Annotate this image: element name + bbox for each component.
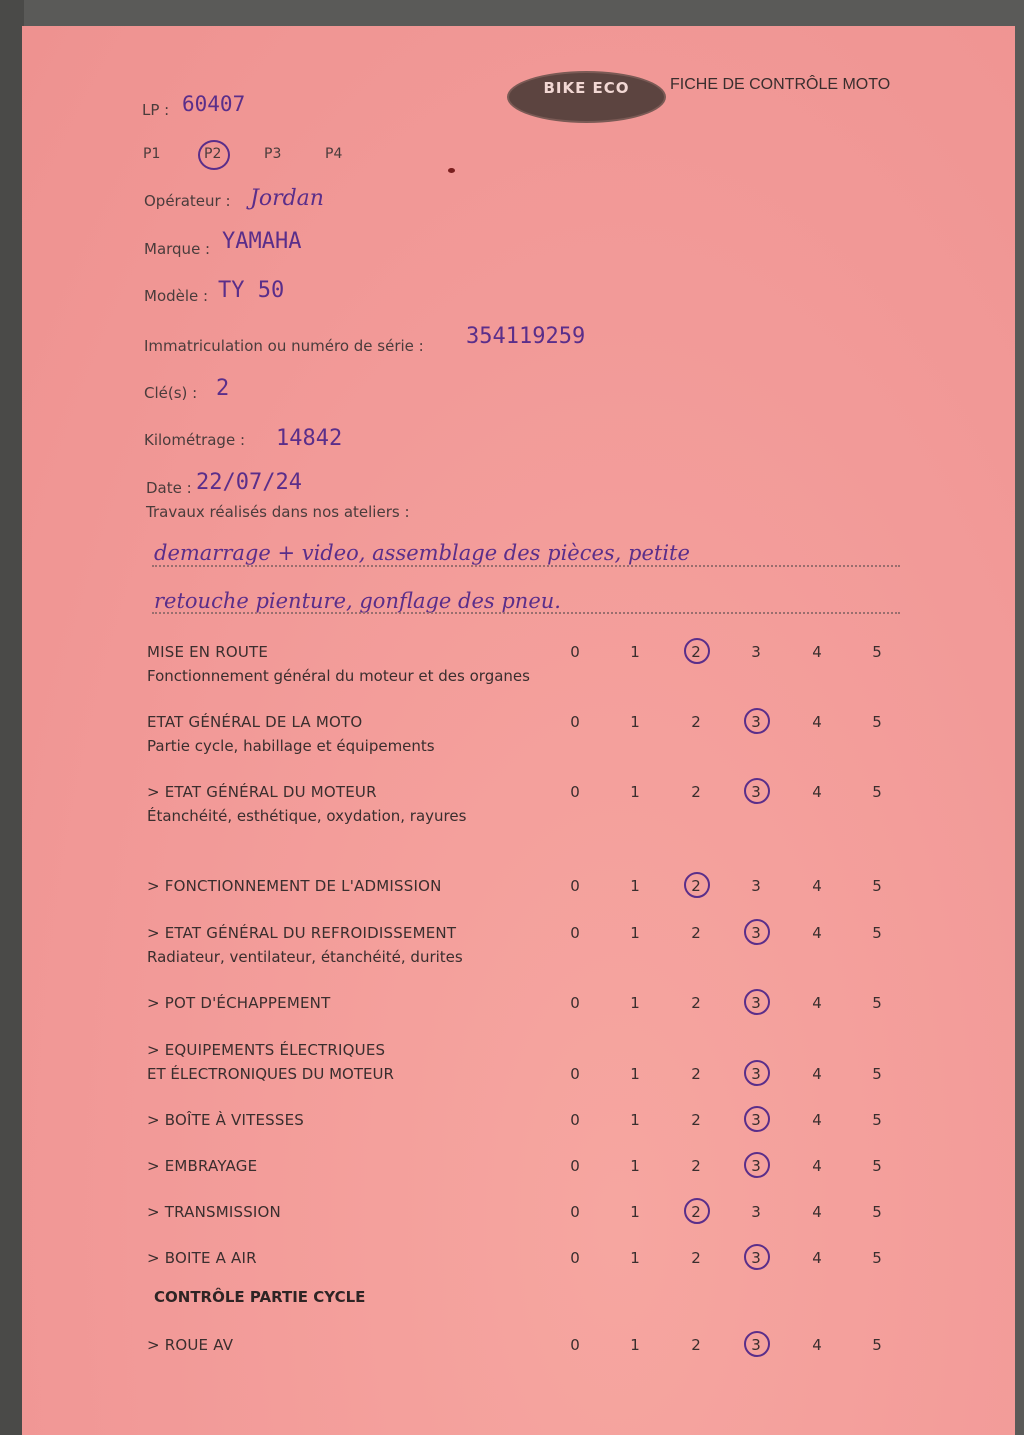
work-dotted-line-1	[152, 565, 900, 567]
criterion-row-1-score-3[interactable]: 3	[751, 643, 761, 661]
criterion-row-6-score-1[interactable]: 1	[630, 994, 640, 1012]
keys-label: Clé(s) :	[144, 384, 198, 402]
lp-label: LP :	[142, 101, 170, 119]
criterion-row-10-score-2-selected[interactable]: 2	[681, 1203, 711, 1221]
criterion-row-9-score-2[interactable]: 2	[691, 1157, 701, 1175]
priority-p4: P4	[325, 146, 343, 162]
keys-value: 2	[216, 376, 230, 401]
section-row-1-score-1[interactable]: 1	[630, 1336, 640, 1354]
ink-spot	[448, 168, 455, 173]
criterion-row-9-title: > EMBRAYAGE	[147, 1157, 258, 1175]
criterion-row-5-title: > ETAT GÉNÉRAL DU REFROIDISSEMENT	[147, 924, 457, 942]
criterion-row-3-score-3-selected[interactable]: 3	[741, 783, 771, 801]
criterion-row-7-score-0[interactable]: 0	[570, 1065, 580, 1083]
operator-value: Jordan	[250, 186, 324, 211]
criterion-row-11-score-1[interactable]: 1	[630, 1249, 640, 1267]
criterion-row-1-score-1[interactable]: 1	[630, 643, 640, 661]
criterion-row-4-score-3[interactable]: 3	[751, 877, 761, 895]
criterion-row-10-score-4[interactable]: 4	[812, 1203, 822, 1221]
criterion-row-2-score-0[interactable]: 0	[570, 713, 580, 731]
criterion-row-2-subtitle: Partie cycle, habillage et équipements	[147, 737, 435, 755]
criterion-row-5-score-1[interactable]: 1	[630, 924, 640, 942]
mileage-value: 14842	[276, 426, 343, 451]
criterion-row-7-score-3-selected[interactable]: 3	[741, 1065, 771, 1083]
criterion-row-7-score-1[interactable]: 1	[630, 1065, 640, 1083]
brand-value: YAMAHA	[222, 229, 302, 254]
criterion-row-6-score-3-selected[interactable]: 3	[741, 994, 771, 1012]
criterion-row-3-subtitle: Étanchéité, esthétique, oxydation, rayures	[147, 807, 467, 825]
criterion-row-8-score-0[interactable]: 0	[570, 1111, 580, 1129]
section-row-1-score-2[interactable]: 2	[691, 1336, 701, 1354]
criterion-row-5-score-4[interactable]: 4	[812, 924, 822, 942]
criterion-row-10-score-3[interactable]: 3	[751, 1203, 761, 1221]
criterion-row-3-score-2[interactable]: 2	[691, 783, 701, 801]
criterion-row-8-score-4[interactable]: 4	[812, 1111, 822, 1129]
criterion-row-11-score-5[interactable]: 5	[872, 1249, 882, 1267]
criterion-row-10-score-1[interactable]: 1	[630, 1203, 640, 1221]
criterion-row-1-score-5[interactable]: 5	[872, 643, 882, 661]
model-value: TY 50	[218, 278, 285, 303]
criterion-row-5-score-5[interactable]: 5	[872, 924, 882, 942]
criterion-row-7-score-2[interactable]: 2	[691, 1065, 701, 1083]
criterion-row-4-title: > FONCTIONNEMENT DE L'ADMISSION	[147, 877, 442, 895]
criterion-row-9-score-5[interactable]: 5	[872, 1157, 882, 1175]
brand-label: Marque :	[144, 240, 211, 258]
criterion-row-10-score-0[interactable]: 0	[570, 1203, 580, 1221]
criterion-row-5-score-0[interactable]: 0	[570, 924, 580, 942]
criterion-row-9-score-3-selected[interactable]: 3	[741, 1157, 771, 1175]
criterion-row-1-subtitle: Fonctionnement général du moteur et des organes	[147, 667, 530, 685]
criterion-row-1-score-2-selected[interactable]: 2	[681, 643, 711, 661]
logo-text: BIKE ECO	[543, 79, 630, 97]
criterion-row-2-score-4[interactable]: 4	[812, 713, 822, 731]
criterion-row-4-score-5[interactable]: 5	[872, 877, 882, 895]
criterion-row-11-score-3-selected[interactable]: 3	[741, 1249, 771, 1267]
registration-value: 354119259	[466, 324, 586, 349]
work-label: Travaux réalisés dans nos ateliers :	[146, 503, 410, 521]
operator-label: Opérateur :	[144, 192, 231, 210]
criterion-row-8-score-5[interactable]: 5	[872, 1111, 882, 1129]
criterion-row-4-score-4[interactable]: 4	[812, 877, 822, 895]
criterion-row-6-score-4[interactable]: 4	[812, 994, 822, 1012]
date-label: Date :	[146, 479, 192, 497]
criterion-row-11-score-2[interactable]: 2	[691, 1249, 701, 1267]
section-row-1-score-0[interactable]: 0	[570, 1336, 580, 1354]
section-title: CONTRÔLE PARTIE CYCLE	[154, 1288, 366, 1306]
priority-p2: P2	[204, 146, 222, 162]
criterion-row-5-score-2[interactable]: 2	[691, 924, 701, 942]
criterion-row-6-score-0[interactable]: 0	[570, 994, 580, 1012]
section-row-1-score-5[interactable]: 5	[872, 1336, 882, 1354]
criterion-row-6-title: > POT D'ÉCHAPPEMENT	[147, 994, 331, 1012]
criterion-row-7-title: > EQUIPEMENTS ÉLECTRIQUES	[147, 1041, 386, 1059]
scan-shadow	[0, 0, 24, 1435]
criterion-row-3-title: > ETAT GÉNÉRAL DU MOTEUR	[147, 783, 377, 801]
criterion-row-2-title: ETAT GÉNÉRAL DE LA MOTO	[147, 713, 363, 731]
criterion-row-2-score-3-selected[interactable]: 3	[741, 713, 771, 731]
section-row-1-score-3-selected[interactable]: 3	[741, 1336, 771, 1354]
work-line-2: retouche pienture, gonflage des pneu.	[154, 589, 561, 613]
criterion-row-6-score-2[interactable]: 2	[691, 994, 701, 1012]
criterion-row-10-score-5[interactable]: 5	[872, 1203, 882, 1221]
criterion-row-11-title: > BOITE A AIR	[147, 1249, 257, 1267]
criterion-row-8-score-2[interactable]: 2	[691, 1111, 701, 1129]
mileage-label: Kilométrage :	[144, 431, 246, 449]
registration-label: Immatriculation ou numéro de série :	[144, 337, 424, 355]
criterion-row-4-score-2-selected[interactable]: 2	[681, 877, 711, 895]
criterion-row-11-score-0[interactable]: 0	[570, 1249, 580, 1267]
criterion-row-5-score-3-selected[interactable]: 3	[741, 924, 771, 942]
criterion-row-8-title: > BOÎTE À VITESSES	[147, 1111, 304, 1129]
criterion-row-2-score-2[interactable]: 2	[691, 713, 701, 731]
criterion-row-11-score-4[interactable]: 4	[812, 1249, 822, 1267]
document-title: FICHE DE CONTRÔLE MOTO	[670, 76, 891, 93]
work-line-1: demarrage + video, assemblage des pièces, petite	[154, 541, 690, 565]
section-row-1-title: > ROUE AV	[147, 1336, 234, 1354]
criterion-row-7-score-5[interactable]: 5	[872, 1065, 882, 1083]
criterion-row-1-title: MISE EN ROUTE	[147, 643, 269, 661]
criterion-row-1-score-4[interactable]: 4	[812, 643, 822, 661]
bike-eco-logo	[507, 71, 666, 123]
criterion-row-4-score-0[interactable]: 0	[570, 877, 580, 895]
criterion-row-7-subtitle: ET ÉLECTRONIQUES DU MOTEUR	[147, 1065, 394, 1083]
priority-p3: P3	[264, 146, 282, 162]
lp-value: 60407	[182, 92, 246, 116]
criterion-row-5-subtitle: Radiateur, ventilateur, étanchéité, durites	[147, 948, 463, 966]
criterion-row-2-score-1[interactable]: 1	[630, 713, 640, 731]
criterion-row-3-score-1[interactable]: 1	[630, 783, 640, 801]
criterion-row-8-score-1[interactable]: 1	[630, 1111, 640, 1129]
date-value: 22/07/24	[196, 470, 302, 495]
criterion-row-8-score-3-selected[interactable]: 3	[741, 1111, 771, 1129]
work-dotted-line-2	[152, 612, 900, 614]
criterion-row-4-score-1[interactable]: 1	[630, 877, 640, 895]
control-sheet	[22, 26, 1015, 1435]
criterion-row-9-score-0[interactable]: 0	[570, 1157, 580, 1175]
criterion-row-6-score-5[interactable]: 5	[872, 994, 882, 1012]
priority-p1: P1	[143, 146, 161, 162]
priority-selected-circle	[198, 140, 230, 170]
section-row-1-score-4[interactable]: 4	[812, 1336, 822, 1354]
criterion-row-7-score-4[interactable]: 4	[812, 1065, 822, 1083]
criterion-row-3-score-4[interactable]: 4	[812, 783, 822, 801]
model-label: Modèle :	[144, 287, 209, 305]
criterion-row-1-score-0[interactable]: 0	[570, 643, 580, 661]
criterion-row-10-title: > TRANSMISSION	[147, 1203, 281, 1221]
criterion-row-3-score-5[interactable]: 5	[872, 783, 882, 801]
criterion-row-9-score-1[interactable]: 1	[630, 1157, 640, 1175]
criterion-row-3-score-0[interactable]: 0	[570, 783, 580, 801]
criterion-row-2-score-5[interactable]: 5	[872, 713, 882, 731]
criterion-row-9-score-4[interactable]: 4	[812, 1157, 822, 1175]
